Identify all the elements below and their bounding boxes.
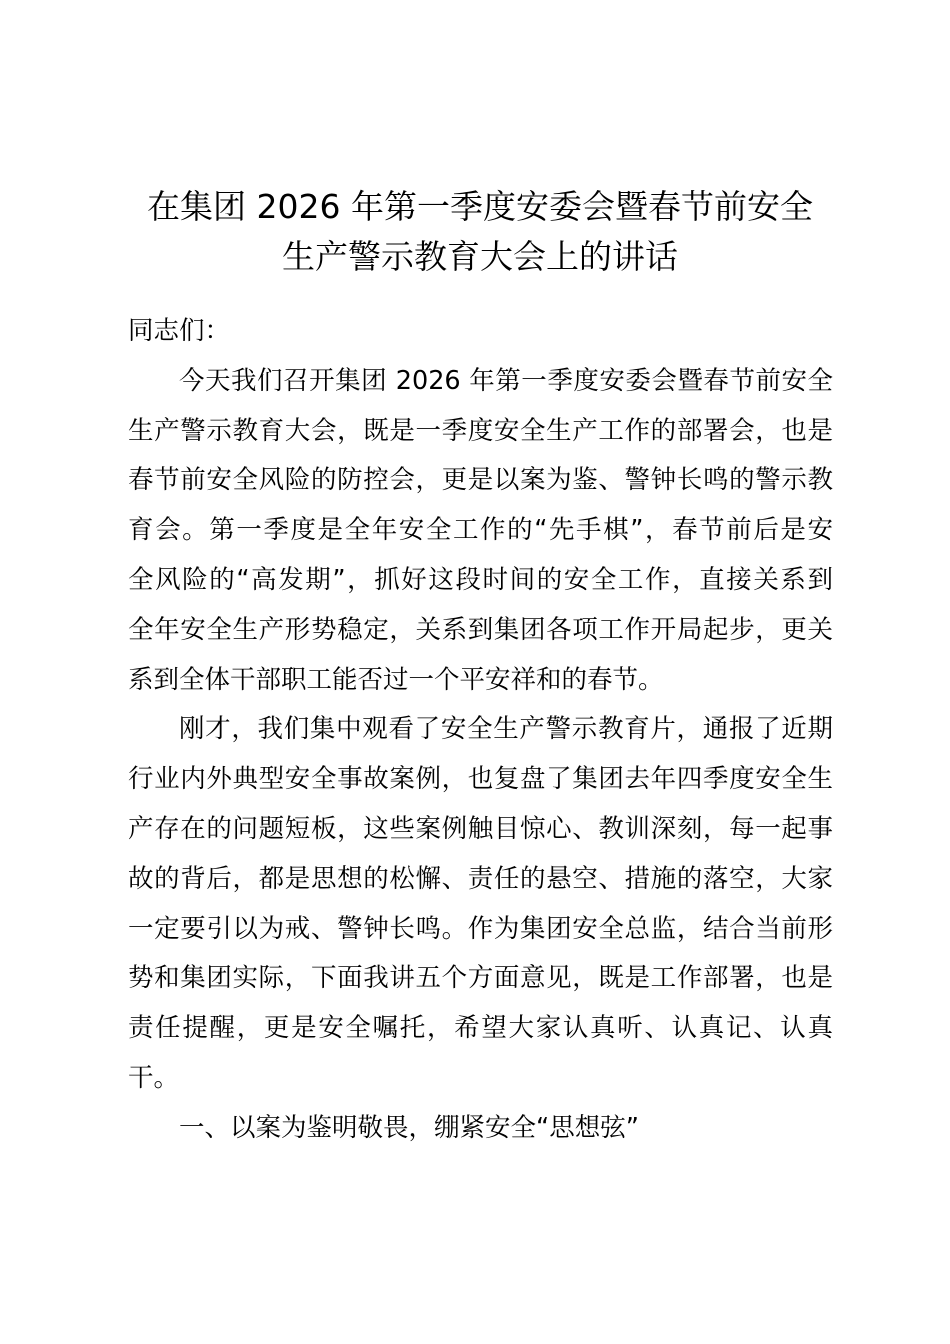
document-title <box>120 182 840 282</box>
paragraph-line: 行业内外典型安全事故案例，也复盘了集团去年四季度安全生 <box>128 764 833 795</box>
paragraph-line: 全年安全生产形势稳定，关系到集团各项工作开局起步，更关 <box>128 614 833 645</box>
paragraph-line: 干。 <box>128 1062 180 1093</box>
paragraph-line: 育会。第一季度是全年安全工作的“先手棋”，春节前后是安 <box>128 515 833 546</box>
paragraph-line: 一定要引以为戒、警钟长鸣。作为集团安全总监，结合当前形 <box>128 913 833 944</box>
paragraph-line: 产存在的问题短板，这些案例触目惊心、教训深刻，每一起事 <box>128 813 833 844</box>
paragraph-2 <box>128 705 833 1103</box>
salutation: 同志们： <box>128 316 231 346</box>
paragraph-line: 全风险的“高发期”，抓好这段时间的安全工作，直接关系到 <box>128 564 833 595</box>
paragraph-line: 春节前安全风险的防控会，更是以案为鉴、警钟长鸣的警示教 <box>128 465 833 496</box>
paragraph-1 <box>128 357 833 706</box>
title-line-1: 在集团 2026 年第一季度安委会暨春节前安全 <box>147 187 813 226</box>
paragraph-line: 生产警示教育大会，既是一季度安全生产工作的部署会，也是 <box>128 415 833 446</box>
paragraph-line: 今天我们召开集团 2026 年第一季度安委会暨春节前安全 <box>179 365 833 396</box>
paragraph-line: 责任提醒，更是安全嘱托，希望大家认真听、认真记、认真 <box>128 1013 833 1044</box>
section-heading-1: 一、以案为鉴明敬畏，绷紧安全“思想弦” <box>179 1112 639 1143</box>
document-body <box>128 307 833 1154</box>
paragraph-line: 势和集团实际，下面我讲五个方面意见，既是工作部署，也是 <box>128 963 833 994</box>
title-line-2: 生产警示教育大会上的讲话 <box>282 237 678 276</box>
paragraph-line: 故的背后，都是思想的松懈、责任的悬空、措施的落空，大家 <box>128 863 833 894</box>
paragraph-line: 刚才，我们集中观看了安全生产警示教育片，通报了近期 <box>179 714 833 745</box>
paragraph-line: 系到全体干部职工能否过一个平安祥和的春节。 <box>128 664 664 695</box>
